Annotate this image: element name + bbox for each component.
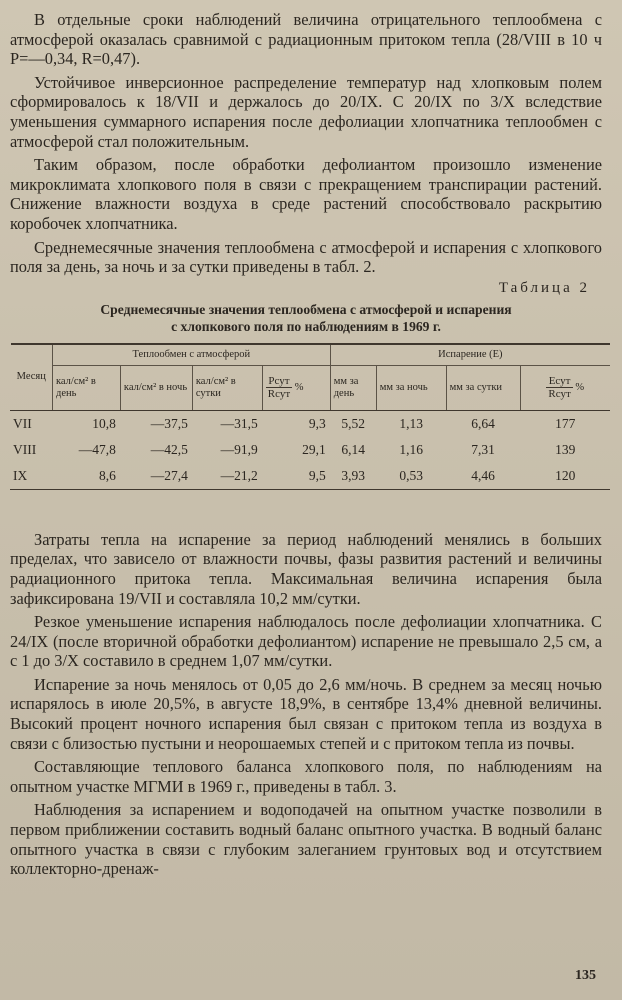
paragraph: Наблюдения за испарением и водоподачей на опытном участке позволили в первом приближении составить водный баланс опытного участка. В водный баланс опытного участка в связи с глубоким залеганием грунтовых вод и отсутствием коллекторно-дренаж-: [10, 800, 602, 879]
col-heat-24h: кал/см² в сутки: [192, 365, 262, 410]
fraction-numerator: Pсут: [266, 375, 292, 388]
table-number-label: Таблица 2: [498, 279, 590, 296]
cell-ratio-p-r: 9,5: [262, 463, 330, 490]
cell-ratio-p-r: 9,3: [308, 415, 326, 431]
fraction-denominator: Rсут: [548, 388, 571, 401]
paragraph: Среднемесячные значения теплообмена с атмосферой и испарения с хлопкового поля за день, за ночь и за сутки приведены в табл. 2.: [10, 237, 602, 277]
col-evap-24h: мм за сутки: [446, 365, 520, 410]
cell-heat-day: —47,8: [78, 441, 116, 457]
text-block-bottom: [10, 530, 602, 879]
fraction: [266, 375, 292, 400]
cell-month: VIII: [13, 441, 37, 457]
cell-evap-night: 1,13: [399, 415, 423, 431]
fraction: [546, 375, 572, 400]
paragraph: Резкое уменьшение испарения наблюдалось после дефолиации хлопчатника. С 24/IX (после вторичной обработки дефолиантом) испарение не превышало 2,5 см, а с 1 до 3/X составило в среднем 1,07 мм/сутки.: [10, 612, 602, 671]
cell-heat-24h: —31,5: [220, 415, 258, 431]
cell-heat-night: —42,5: [150, 441, 188, 457]
cell-heat-night: —37,5: [150, 415, 188, 431]
col-heat-night: кал/см² в ночь: [120, 365, 192, 410]
cell-heat-day: 10,8: [92, 415, 116, 431]
col-ratio-p-r: [262, 365, 330, 410]
paragraph: Испарение за ночь менялось от 0,05 до 2,6 мм/ночь. В среднем за месяц ночью испарялось в июле 20,5%, в августе 18,9%, в сентябре 13,4% дневной величины. Высокий процент ночного испарения был связан с притоком тепла из воздуха в связи с близостью пустыни и неорошаемых степей и с притоком тепла из почвы.: [10, 674, 602, 753]
cell-ratio-e-r: 120: [520, 463, 610, 490]
col-evap-day: мм за день: [330, 365, 376, 410]
cell-evap-day: 3,93: [330, 463, 376, 490]
table-row: [11, 463, 611, 490]
paragraph: Составляющие теплового баланса хлопкового поля, по наблюдениям на опытном участке МГМИ в 1969 г., приведены в табл. 3.: [10, 757, 602, 796]
col-heat-day: кал/см² в день: [52, 365, 120, 410]
text-block-top: [10, 10, 602, 277]
cell-evap-night: 0,53: [376, 463, 446, 490]
cell-evap-night: 1,16: [399, 441, 423, 457]
table-row: [11, 410, 611, 437]
cell-evap-day: 6,14: [341, 441, 366, 457]
paragraph: Устойчивое инверсионное распределение температур над хлопковым полем сформировалось к 18/VII и держалось до 20/IX. С 20/IX по 3/X вследствие уменьшения суммарного испарения после дефолиации хлопчатника теплообмен с атмосферой стал положительным.: [10, 72, 602, 151]
paragraph: Затраты тепла на испарение за период наблюдений менялись в больших пределах, что зависело от влажности почвы, фазы развития растений и величины радиационного притока тепла. Максимальная величина испарения была зафиксирована 19/VII и составляла 10,2 мм/сутки.: [10, 529, 602, 608]
paragraph: В отдельные сроки наблюдений величина отрицательного теплообмена с атмосферой оказалась сравнимой с радиационным притоком тепла (28/VIII в 10 ч P=—0,34, R=0,47).: [10, 10, 602, 69]
heat-exchange-header: Теплообмен с атмосферой: [52, 344, 330, 366]
percent-unit: %: [294, 382, 304, 394]
cell-evap-24h: 7,31: [471, 441, 495, 457]
cell-ratio-e-r: 139: [555, 441, 576, 457]
cell-heat-night: —27,4: [120, 463, 192, 490]
fraction-numerator: Eсут: [546, 375, 572, 388]
table-title-line: Среднемесячные значения теплообмена с атмосферой и испарения: [100, 301, 512, 317]
cell-month: VII: [13, 415, 32, 431]
table-title: [10, 301, 602, 335]
data-table: [10, 343, 610, 490]
cell-month: IX: [11, 463, 53, 490]
col-evap-night: мм за ночь: [376, 365, 446, 410]
table-title-line: с хлопкового поля по наблюдениям в 1969 г.: [171, 318, 441, 334]
fraction-denominator: Rсут: [267, 388, 291, 401]
table-row: [11, 437, 611, 463]
col-ratio-e-r: [520, 365, 610, 410]
cell-heat-24h: —91,9: [220, 441, 258, 457]
percent-unit: %: [575, 382, 585, 394]
cell-heat-24h: —21,2: [192, 463, 262, 490]
cell-ratio-p-r: 29,1: [302, 441, 326, 457]
cell-evap-day: 5,52: [341, 415, 366, 431]
cell-ratio-e-r: 177: [555, 415, 576, 431]
cell-evap-24h: 6,64: [471, 415, 495, 431]
cell-heat-day: 8,6: [52, 463, 120, 490]
month-header: Месяц: [11, 344, 53, 411]
evaporation-header: Испарение (E): [330, 344, 610, 366]
cell-evap-24h: 4,46: [446, 463, 520, 490]
paragraph: Таким образом, после обработки дефолиантом произошло изменение микроклимата хлопкового поля в связи с прекращением транспирации растений. Снижение влажности воздуха в среде растений способствовало раскрытию коробочек хлопчатника.: [10, 155, 602, 233]
page-number: 135: [575, 968, 596, 983]
